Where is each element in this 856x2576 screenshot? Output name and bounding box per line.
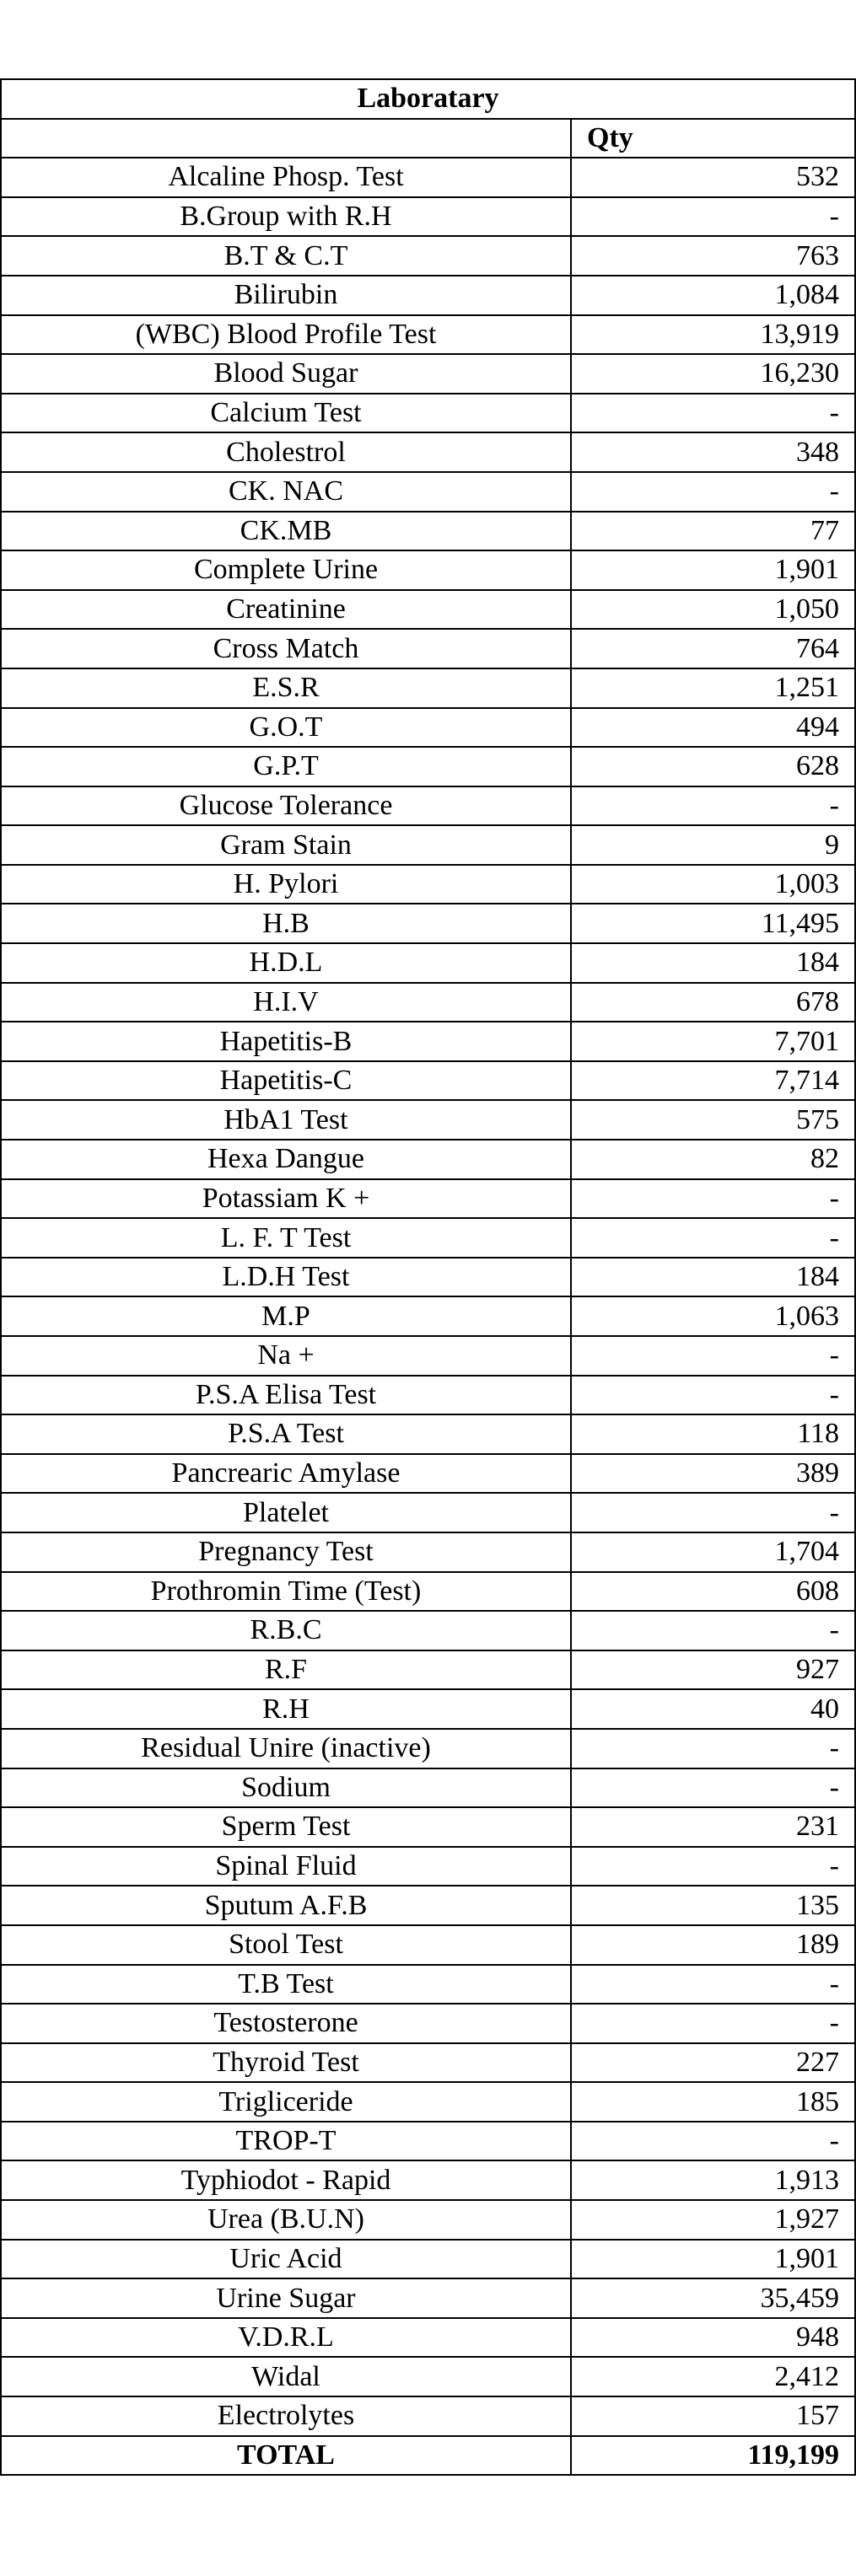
test-qty-cell: 189 <box>571 1925 855 1965</box>
test-name-cell: R.H <box>1 1689 571 1729</box>
table-row <box>1 590 855 630</box>
table-row <box>1 825 855 865</box>
table-row <box>1 2160 855 2200</box>
test-name-cell: Blood Sugar <box>1 354 571 394</box>
test-qty-cell: 13,919 <box>571 315 855 355</box>
test-name-cell: Hexa Dangue <box>1 1140 571 1179</box>
test-qty-cell: 348 <box>571 432 855 472</box>
test-name-cell: Urea (B.U.N) <box>1 2200 571 2240</box>
table-row <box>1 2043 855 2083</box>
test-name-cell: Stool Test <box>1 1925 571 1965</box>
table-row <box>1 276 855 315</box>
test-name-cell: T.B Test <box>1 1965 571 2004</box>
test-qty-cell: - <box>571 1376 855 1415</box>
test-qty-cell: - <box>571 2122 855 2161</box>
test-name-cell: V.D.R.L <box>1 2318 571 2358</box>
table-row <box>1 2357 855 2396</box>
table-row <box>1 2278 855 2318</box>
test-name-cell: Typhiodot - Rapid <box>1 2160 571 2200</box>
test-name-cell: M.P <box>1 1296 571 1336</box>
test-qty-cell: 1,050 <box>571 590 855 630</box>
test-qty-cell: 185 <box>571 2082 855 2122</box>
test-qty-cell: 678 <box>571 983 855 1022</box>
test-name-cell: (WBC) Blood Profile Test <box>1 315 571 355</box>
test-name-cell: R.B.C <box>1 1611 571 1650</box>
table-row <box>1 865 855 904</box>
test-qty-cell: 184 <box>571 1258 855 1297</box>
test-name-cell: Hapetitis-C <box>1 1061 571 1101</box>
test-qty-cell: - <box>571 2004 855 2043</box>
table-row <box>1 315 855 355</box>
test-qty-cell: - <box>571 1179 855 1219</box>
test-name-cell: Widal <box>1 2357 571 2396</box>
test-qty-cell: 2,412 <box>571 2357 855 2396</box>
table-row <box>1 1179 855 1219</box>
test-qty-cell: - <box>571 1965 855 2004</box>
test-name-cell: Creatinine <box>1 590 571 630</box>
table-row <box>1 943 855 983</box>
test-name-cell: H.B <box>1 904 571 943</box>
test-qty-cell: 77 <box>571 512 855 551</box>
test-name-cell: R.F <box>1 1650 571 1690</box>
test-qty-cell: 532 <box>571 158 855 197</box>
test-name-cell: Thyroid Test <box>1 2043 571 2083</box>
table-row <box>1 354 855 394</box>
test-qty-cell: - <box>571 1729 855 1768</box>
table-row <box>1 2200 855 2240</box>
test-name-cell: Platelet <box>1 1493 571 1532</box>
test-qty-cell: 231 <box>571 1807 855 1847</box>
test-qty-cell: 1,003 <box>571 865 855 904</box>
table-row <box>1 668 855 708</box>
test-name-cell: Potassiam K + <box>1 1179 571 1219</box>
test-qty-cell: 948 <box>571 2318 855 2358</box>
test-name-cell: H. Pylori <box>1 865 571 904</box>
table-row <box>1 1689 855 1729</box>
test-name-cell: TROP-T <box>1 2122 571 2161</box>
test-qty-cell: 927 <box>571 1650 855 1690</box>
test-name-cell: Bilirubin <box>1 276 571 315</box>
test-qty-cell: 1,913 <box>571 2160 855 2200</box>
test-qty-cell: - <box>571 1768 855 1808</box>
test-qty-cell: 7,714 <box>571 1061 855 1101</box>
table-row <box>1 1729 855 1768</box>
table-row <box>1 1611 855 1650</box>
table-row <box>1 1886 855 1925</box>
test-name-cell: P.S.A Elisa Test <box>1 1376 571 1415</box>
total-row <box>1 2436 855 2476</box>
table-row <box>1 236 855 276</box>
total-label: TOTAL <box>1 2436 571 2476</box>
test-qty-cell: 1,901 <box>571 550 855 590</box>
test-name-cell: Pregnancy Test <box>1 1532 571 1572</box>
test-qty-cell: 1,063 <box>571 1296 855 1336</box>
table-row <box>1 1140 855 1179</box>
table-row <box>1 1376 855 1415</box>
test-qty-cell: 184 <box>571 943 855 983</box>
test-qty-cell: - <box>571 197 855 237</box>
test-name-cell: Na + <box>1 1336 571 1376</box>
test-name-cell: H.I.V <box>1 983 571 1022</box>
table-row <box>1 2004 855 2043</box>
test-qty-cell: 389 <box>571 1454 855 1494</box>
test-name-cell: CK.MB <box>1 512 571 551</box>
test-qty-cell: - <box>571 1493 855 1532</box>
table-row <box>1 1572 855 1612</box>
table-row <box>1 786 855 826</box>
table-row <box>1 2082 855 2122</box>
qty-column-header: Qty <box>571 119 855 158</box>
test-name-cell: Alcaline Phosp. Test <box>1 158 571 197</box>
header-row <box>1 119 855 158</box>
test-qty-cell: 494 <box>571 708 855 748</box>
test-name-cell: Sputum A.F.B <box>1 1886 571 1925</box>
test-qty-cell: 575 <box>571 1100 855 1140</box>
test-name-cell: B.T & C.T <box>1 236 571 276</box>
test-name-cell: Uric Acid <box>1 2240 571 2279</box>
test-qty-cell: 11,495 <box>571 904 855 943</box>
test-name-cell: P.S.A Test <box>1 1414 571 1454</box>
table-row <box>1 1650 855 1690</box>
table-row <box>1 1807 855 1847</box>
test-qty-cell: - <box>571 1611 855 1650</box>
test-qty-cell: 1,084 <box>571 276 855 315</box>
table-row <box>1 158 855 197</box>
test-name-cell: L. F. T Test <box>1 1218 571 1258</box>
test-name-cell: Hapetitis-B <box>1 1022 571 1061</box>
test-qty-cell: 82 <box>571 1140 855 1179</box>
table-row <box>1 2122 855 2161</box>
test-qty-cell: 227 <box>571 2043 855 2083</box>
table-row <box>1 1847 855 1886</box>
test-qty-cell: 16,230 <box>571 354 855 394</box>
table-row <box>1 1532 855 1572</box>
table-row <box>1 512 855 551</box>
test-name-cell: G.P.T <box>1 747 571 786</box>
test-name-cell: Cross Match <box>1 629 571 668</box>
table-row <box>1 394 855 433</box>
test-name-cell: Residual Unire (inactive) <box>1 1729 571 1768</box>
test-name-cell: CK. NAC <box>1 472 571 512</box>
table-row <box>1 1336 855 1376</box>
table-row <box>1 472 855 512</box>
table-row <box>1 1493 855 1532</box>
test-qty-cell: 9 <box>571 825 855 865</box>
table-row <box>1 1414 855 1454</box>
table-row <box>1 1022 855 1061</box>
table-row <box>1 1258 855 1297</box>
test-name-cell: Testosterone <box>1 2004 571 2043</box>
table-row <box>1 1965 855 2004</box>
test-name-cell: Calcium Test <box>1 394 571 433</box>
test-name-cell: Prothromin Time (Test) <box>1 1572 571 1612</box>
table-row <box>1 1768 855 1808</box>
table-row <box>1 550 855 590</box>
table-row <box>1 1061 855 1101</box>
table-row <box>1 1100 855 1140</box>
laboratory-table <box>0 78 856 2476</box>
test-name-cell: Cholestrol <box>1 432 571 472</box>
test-qty-cell: 40 <box>571 1689 855 1729</box>
test-qty-cell: 628 <box>571 747 855 786</box>
test-name-cell: HbA1 Test <box>1 1100 571 1140</box>
test-name-cell: Complete Urine <box>1 550 571 590</box>
table-row <box>1 1218 855 1258</box>
test-name-cell: E.S.R <box>1 668 571 708</box>
table-row <box>1 904 855 943</box>
table-title: Laboratary <box>1 79 855 119</box>
test-qty-cell: 1,927 <box>571 2200 855 2240</box>
table-row <box>1 629 855 668</box>
table-row <box>1 197 855 237</box>
test-name-cell: Trigliceride <box>1 2082 571 2122</box>
test-qty-cell: - <box>571 1218 855 1258</box>
test-qty-cell: - <box>571 1847 855 1886</box>
test-name-cell: Glucose Tolerance <box>1 786 571 826</box>
test-qty-cell: 35,459 <box>571 2278 855 2318</box>
test-name-cell: Sodium <box>1 1768 571 1808</box>
table-row <box>1 1454 855 1494</box>
test-qty-cell: 763 <box>571 236 855 276</box>
test-name-cell: L.D.H Test <box>1 1258 571 1297</box>
test-qty-cell: 135 <box>571 1886 855 1925</box>
test-qty-cell: 608 <box>571 1572 855 1612</box>
table-row <box>1 2318 855 2358</box>
test-qty-cell: - <box>571 394 855 433</box>
test-name-cell: Pancrearic Amylase <box>1 1454 571 1494</box>
table-row <box>1 708 855 748</box>
title-row <box>1 79 855 119</box>
test-name-cell: Gram Stain <box>1 825 571 865</box>
table-row <box>1 2240 855 2279</box>
test-name-cell: B.Group with R.H <box>1 197 571 237</box>
test-qty-cell: 1,704 <box>571 1532 855 1572</box>
test-name-cell: Electrolytes <box>1 2396 571 2436</box>
table-row <box>1 1296 855 1336</box>
laboratory-table-body <box>1 79 855 2475</box>
table-row <box>1 2396 855 2436</box>
test-name-cell: Sperm Test <box>1 1807 571 1847</box>
test-qty-cell: 157 <box>571 2396 855 2436</box>
test-name-cell: H.D.L <box>1 943 571 983</box>
table-row <box>1 747 855 786</box>
name-column-header <box>1 119 571 158</box>
test-qty-cell: 764 <box>571 629 855 668</box>
test-qty-cell: 1,251 <box>571 668 855 708</box>
table-row <box>1 983 855 1022</box>
test-name-cell: Urine Sugar <box>1 2278 571 2318</box>
test-qty-cell: - <box>571 786 855 826</box>
test-qty-cell: 7,701 <box>571 1022 855 1061</box>
test-qty-cell: 118 <box>571 1414 855 1454</box>
table-row <box>1 432 855 472</box>
test-qty-cell: 1,901 <box>571 2240 855 2279</box>
test-qty-cell: - <box>571 1336 855 1376</box>
test-name-cell: G.O.T <box>1 708 571 748</box>
table-row <box>1 1925 855 1965</box>
test-name-cell: Spinal Fluid <box>1 1847 571 1886</box>
test-qty-cell: - <box>571 472 855 512</box>
total-qty: 119,199 <box>571 2436 855 2476</box>
